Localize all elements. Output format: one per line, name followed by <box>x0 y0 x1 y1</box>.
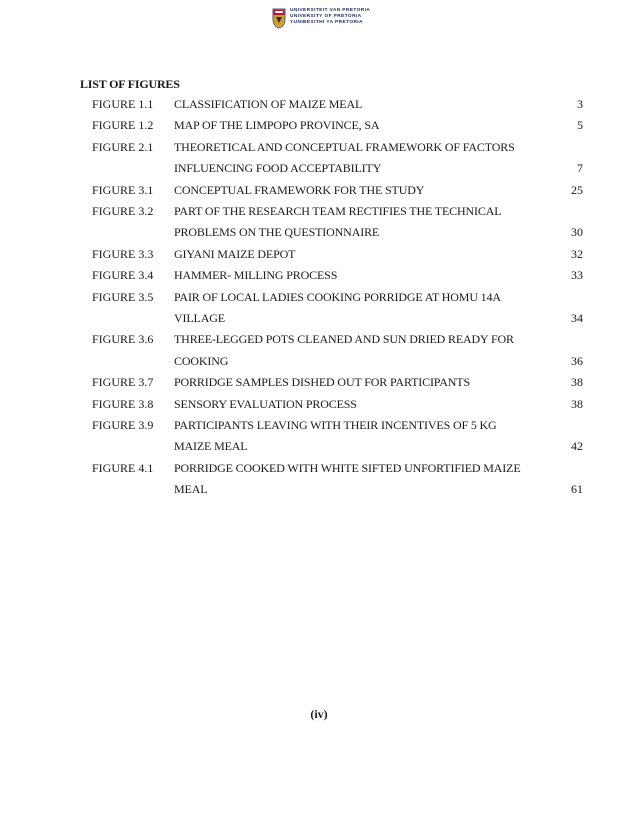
figure-number: FIGURE 1.2 <box>92 118 154 133</box>
figure-entry-line <box>0 246 638 262</box>
figure-entry-line <box>0 267 638 283</box>
figure-entry-line <box>0 139 638 155</box>
figure-page-number: 5 <box>577 118 583 133</box>
figure-caption: COOKING <box>174 353 229 368</box>
figure-caption: THREE-LEGGED POTS CLEANED AND SUN DRIED READY FOR <box>174 332 514 347</box>
figure-page-number: 30 <box>571 225 583 240</box>
figure-page-number: 33 <box>571 268 583 283</box>
figure-caption: PART OF THE RESEARCH TEAM RECTIFIES THE TECHNICAL <box>174 204 502 218</box>
figure-entry-line <box>0 310 638 326</box>
figure-page-number: 34 <box>571 311 583 325</box>
figure-entry-line <box>0 481 638 497</box>
figure-page-number: 42 <box>571 439 583 454</box>
figure-entry-line <box>0 203 638 219</box>
figure-page-number: 3 <box>577 97 583 111</box>
figure-caption: PORRIDGE SAMPLES DISHED OUT FOR PARTICIPANTS <box>174 375 470 390</box>
figure-number: FIGURE 4.1 <box>92 460 154 475</box>
figure-page-number: 32 <box>571 246 583 261</box>
logo-line-3: YUNIBESITHI YA PRETORIA <box>290 20 363 26</box>
figure-caption: VILLAGE <box>174 311 225 325</box>
figure-entry-line <box>0 117 638 133</box>
figure-caption: PAIR OF LOCAL LADIES COOKING PORRIDGE AT HOMU 14A <box>174 289 501 304</box>
figure-number: FIGURE 3.5 <box>92 289 154 304</box>
figure-number: FIGURE 3.6 <box>92 332 154 347</box>
figure-number: FIGURE 3.1 <box>92 182 154 197</box>
figure-entry-line <box>0 96 638 112</box>
figure-page-number: 25 <box>571 182 583 197</box>
figure-caption: PROBLEMS ON THE QUESTIONNAIRE <box>174 225 380 240</box>
figure-entry-line <box>0 331 638 347</box>
figure-caption: PARTICIPANTS LEAVING WITH THEIR INCENTIVES OF 5 KG <box>174 418 497 432</box>
logo-line-1: UNIVERSITEIT VAN PRETORIA <box>290 8 371 13</box>
figure-number: FIGURE 3.8 <box>92 396 154 411</box>
figure-number: FIGURE 2.1 <box>92 139 154 154</box>
figure-number: FIGURE 3.3 <box>92 246 154 261</box>
figure-number: FIGURE 3.4 <box>92 268 154 283</box>
logo-line-2: UNIVERSITY OF PRETORIA <box>290 14 362 20</box>
figure-caption: INFLUENCING FOOD ACCEPTABILITY <box>174 161 382 176</box>
figure-caption: MEAL <box>174 482 208 497</box>
figure-page-number: 38 <box>571 396 583 411</box>
figure-page-number: 36 <box>571 353 583 368</box>
figure-caption: THEORETICAL AND CONCEPTUAL FRAMEWORK OF FACTORS <box>174 139 515 154</box>
figure-caption: PORRIDGE COOKED WITH WHITE SIFTED UNFORTIFIED MAIZE <box>174 460 521 475</box>
figure-caption: CLASSIFICATION OF MAIZE MEAL <box>174 97 363 111</box>
figure-number: FIGURE 3.7 <box>92 375 154 390</box>
figure-page-number: 38 <box>571 375 583 390</box>
figure-page-number: 61 <box>571 482 583 497</box>
figure-entry-line <box>0 160 638 176</box>
figure-caption: MAIZE MEAL <box>174 439 248 454</box>
figure-caption: CONCEPTUAL FRAMEWORK FOR THE STUDY <box>174 182 425 197</box>
figure-entry-line <box>0 417 638 433</box>
figure-entry-line <box>0 182 638 198</box>
page-number: (iv) <box>310 707 328 721</box>
figure-number: FIGURE 1.1 <box>92 97 154 111</box>
page-title: LIST OF FIGURES <box>80 77 180 91</box>
figure-entry-line <box>0 460 638 476</box>
figure-entry-line <box>0 438 638 454</box>
figure-caption: HAMMER- MILLING PROCESS <box>174 268 338 283</box>
figure-entry-line <box>0 353 638 369</box>
figure-caption: MAP OF THE LIMPOPO PROVINCE, SA <box>174 118 380 133</box>
figure-caption: SENSORY EVALUATION PROCESS <box>174 396 357 411</box>
figure-caption: GIYANI MAIZE DEPOT <box>174 246 296 261</box>
figure-entry-line <box>0 396 638 412</box>
figure-page-number: 7 <box>577 161 583 176</box>
figure-number: FIGURE 3.9 <box>92 418 154 432</box>
figure-entry-line <box>0 224 638 240</box>
figure-entry-line <box>0 374 638 390</box>
figure-entry-line <box>0 289 638 305</box>
figure-number: FIGURE 3.2 <box>92 204 154 218</box>
